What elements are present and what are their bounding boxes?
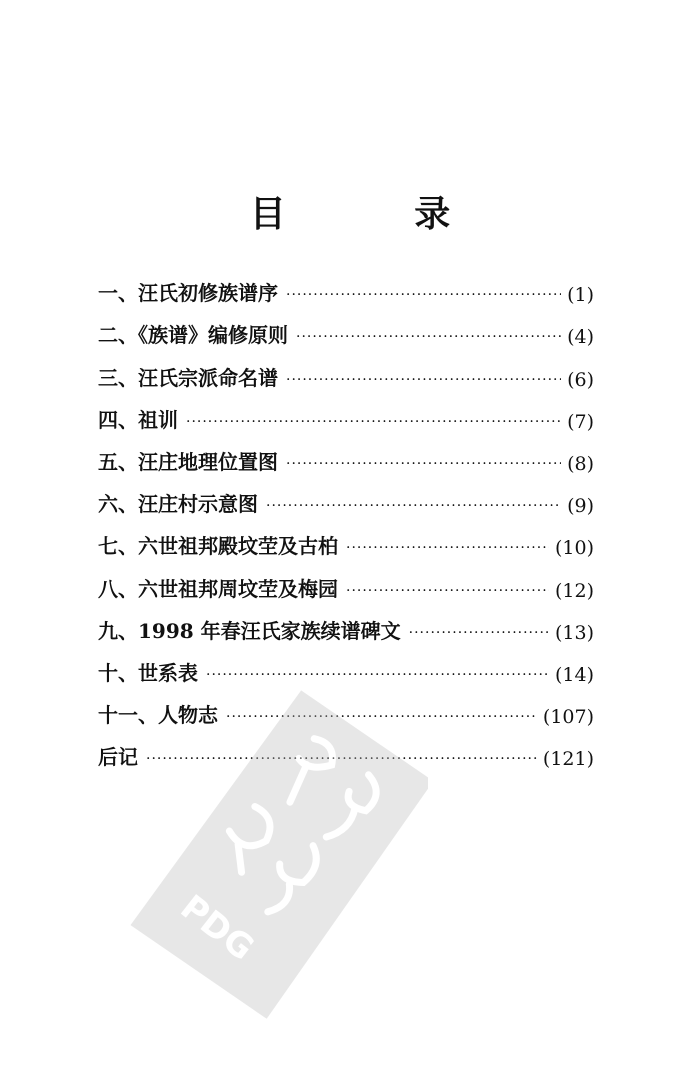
toc-entry-4[interactable] xyxy=(98,391,594,433)
watermark-seal xyxy=(128,670,428,1030)
toc-entry-page: (14) xyxy=(554,663,594,686)
toc-entry-label: 三、汪氏宗派命名谱 xyxy=(98,365,278,390)
toc-entry-5[interactable] xyxy=(98,433,594,475)
toc-entry-label: 一、汪氏初修族谱序 xyxy=(98,281,278,306)
watermark-text: PDG xyxy=(172,887,262,969)
toc-entry-label: 四、祖训 xyxy=(98,407,178,432)
toc-entry-label: 二、《族谱》编修原则 xyxy=(98,323,288,348)
toc-entry-2[interactable] xyxy=(98,306,594,348)
toc-entry-label: 九、1998 年春汪氏家族续谱碑文 xyxy=(98,618,401,643)
toc-entry-page: (13) xyxy=(554,621,594,644)
seal-background xyxy=(128,683,428,1027)
toc-entry-6[interactable] xyxy=(98,475,594,517)
toc-entry-page: (121) xyxy=(542,748,594,771)
toc-entry-label: 七、六世祖邦殿坟茔及古柏 xyxy=(98,534,338,559)
toc-entry-1[interactable] xyxy=(98,264,594,306)
toc-leader-dots xyxy=(186,406,561,426)
toc-entry-3[interactable] xyxy=(98,348,594,390)
toc-leader-dots xyxy=(286,448,561,468)
toc-entry-page: (1) xyxy=(567,284,594,307)
toc-entry-page: (9) xyxy=(567,495,594,518)
toc-entry-label: 五、汪庄地理位置图 xyxy=(98,449,278,474)
toc-entry-label: 十、世系表 xyxy=(98,660,198,685)
toc-entry-page: (4) xyxy=(567,326,594,349)
toc-leader-dots xyxy=(286,364,561,384)
toc-entry-7[interactable] xyxy=(98,517,594,559)
toc-leader-dots xyxy=(286,279,561,299)
toc-leader-dots xyxy=(266,490,561,510)
toc-leader-dots xyxy=(296,321,561,341)
toc-entry-page: (8) xyxy=(567,452,594,475)
toc-entry-page: (12) xyxy=(554,579,594,602)
toc-entry-page: (7) xyxy=(567,410,594,433)
toc-leader-dots xyxy=(346,532,549,552)
toc-entry-9[interactable] xyxy=(98,602,594,644)
toc-entry-label: 后记 xyxy=(98,745,138,770)
toc-leader-dots xyxy=(346,575,549,595)
toc-leader-dots xyxy=(409,617,549,637)
toc-entry-page: (10) xyxy=(554,537,594,560)
toc-entry-page: (6) xyxy=(567,368,594,391)
toc-entry-8[interactable] xyxy=(98,559,594,601)
toc-entry-label: 十一、人物志 xyxy=(98,703,218,728)
page-title: 目 录 xyxy=(249,194,509,235)
toc-entry-label: 六、汪庄村示意图 xyxy=(98,492,258,517)
toc-entry-label: 八、六世祖邦周坟茔及梅园 xyxy=(98,576,338,601)
toc-entry-page: (107) xyxy=(542,706,594,729)
